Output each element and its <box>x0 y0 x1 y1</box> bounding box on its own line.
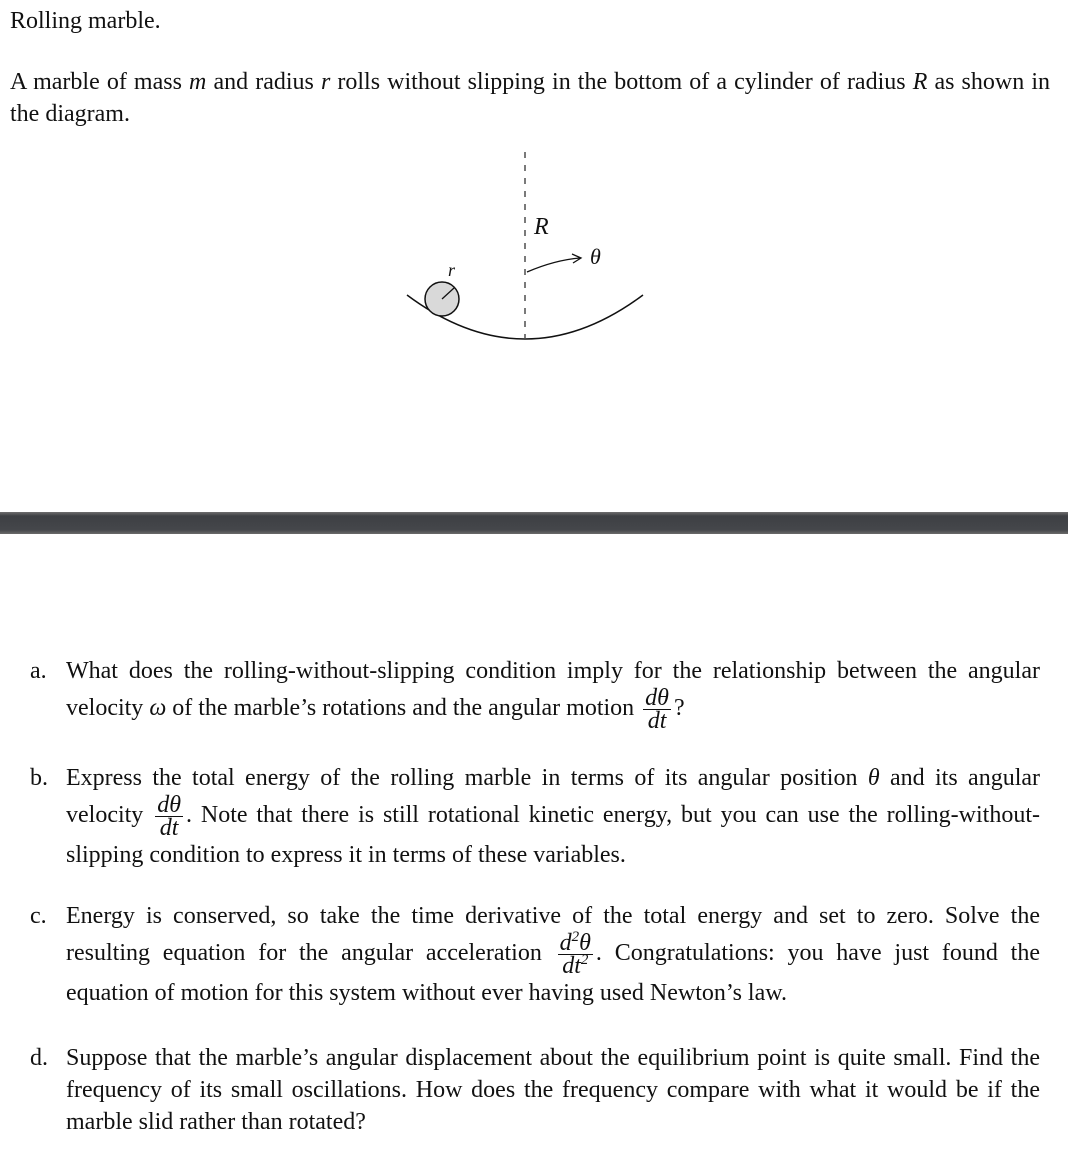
intro-text: rolls without slipping in the bottom of a cylinder of radius <box>330 69 913 95</box>
label-theta: θ <box>590 244 601 269</box>
dtheta-dt-fraction: $\frac{d\theta}{dt}$ <box>645 685 669 734</box>
dtheta-dt-fraction: $\frac{d\theta}{dt}$ <box>157 792 181 841</box>
marble-in-cylinder-diagram <box>0 140 1068 360</box>
radius-symbol: r <box>320 69 331 95</box>
question-text: Express the total energy of the rolling marble in terms of its angular position <box>66 765 868 791</box>
theta-symbol: θ <box>867 765 880 791</box>
intro-text: A marble of mass <box>10 69 190 95</box>
theta-arc-arrow <box>527 258 580 272</box>
question-label: b. <box>30 765 48 791</box>
question-a <box>30 655 1040 732</box>
question-text: Suppose that the marble’s angular displacement about the equilibrium point is quite small. Find the frequency of its small oscillations. How does the frequency compare with what it would be if the marble slid rather than rotated? <box>66 1045 1040 1135</box>
problem-title: Rolling marble. <box>10 8 161 34</box>
question-label: d. <box>30 1045 48 1071</box>
question-text: of the marble’s rotations and the angular motion <box>166 695 635 722</box>
question-text: Energy is conserved, so take the time derivative of the total energy and set to zero. Solve the resulting equation for the angular acceleration <box>66 903 1040 967</box>
question-text: and its angular velocity <box>66 765 1041 829</box>
intro-text: as shown in the diagram. <box>10 69 1050 127</box>
question-label: c. <box>30 903 47 929</box>
section-divider-bar <box>0 512 1068 534</box>
question-text: ? <box>673 695 685 722</box>
question-text: . Congratulations: you have just found the equation of motion for this system without ever having used Newton’s law. <box>66 940 1041 1006</box>
omega-symbol: ω <box>149 695 167 722</box>
question-text: What does the rolling-without-slipping condition imply for the relationship between the angular velocity <box>66 658 1040 722</box>
mass-symbol: m <box>189 69 207 95</box>
intro-text: and radius <box>206 69 321 95</box>
label-r: r <box>448 260 456 280</box>
question-text: . Note that there is still rotational kinetic energy, but you can use the rolling-without-slipping condition to express it in terms of these variables. <box>66 802 1040 868</box>
question-label: a. <box>30 658 47 684</box>
question-c <box>30 900 1040 1009</box>
label-R: R <box>534 214 549 240</box>
problem-intro <box>10 66 1050 130</box>
cylinder-radius-symbol: R <box>912 69 928 95</box>
question-d <box>30 1042 1040 1138</box>
d2theta-dt2-fraction: $\frac{d^2\theta}{dt^2}$ <box>559 929 591 979</box>
question-b <box>30 762 1040 871</box>
